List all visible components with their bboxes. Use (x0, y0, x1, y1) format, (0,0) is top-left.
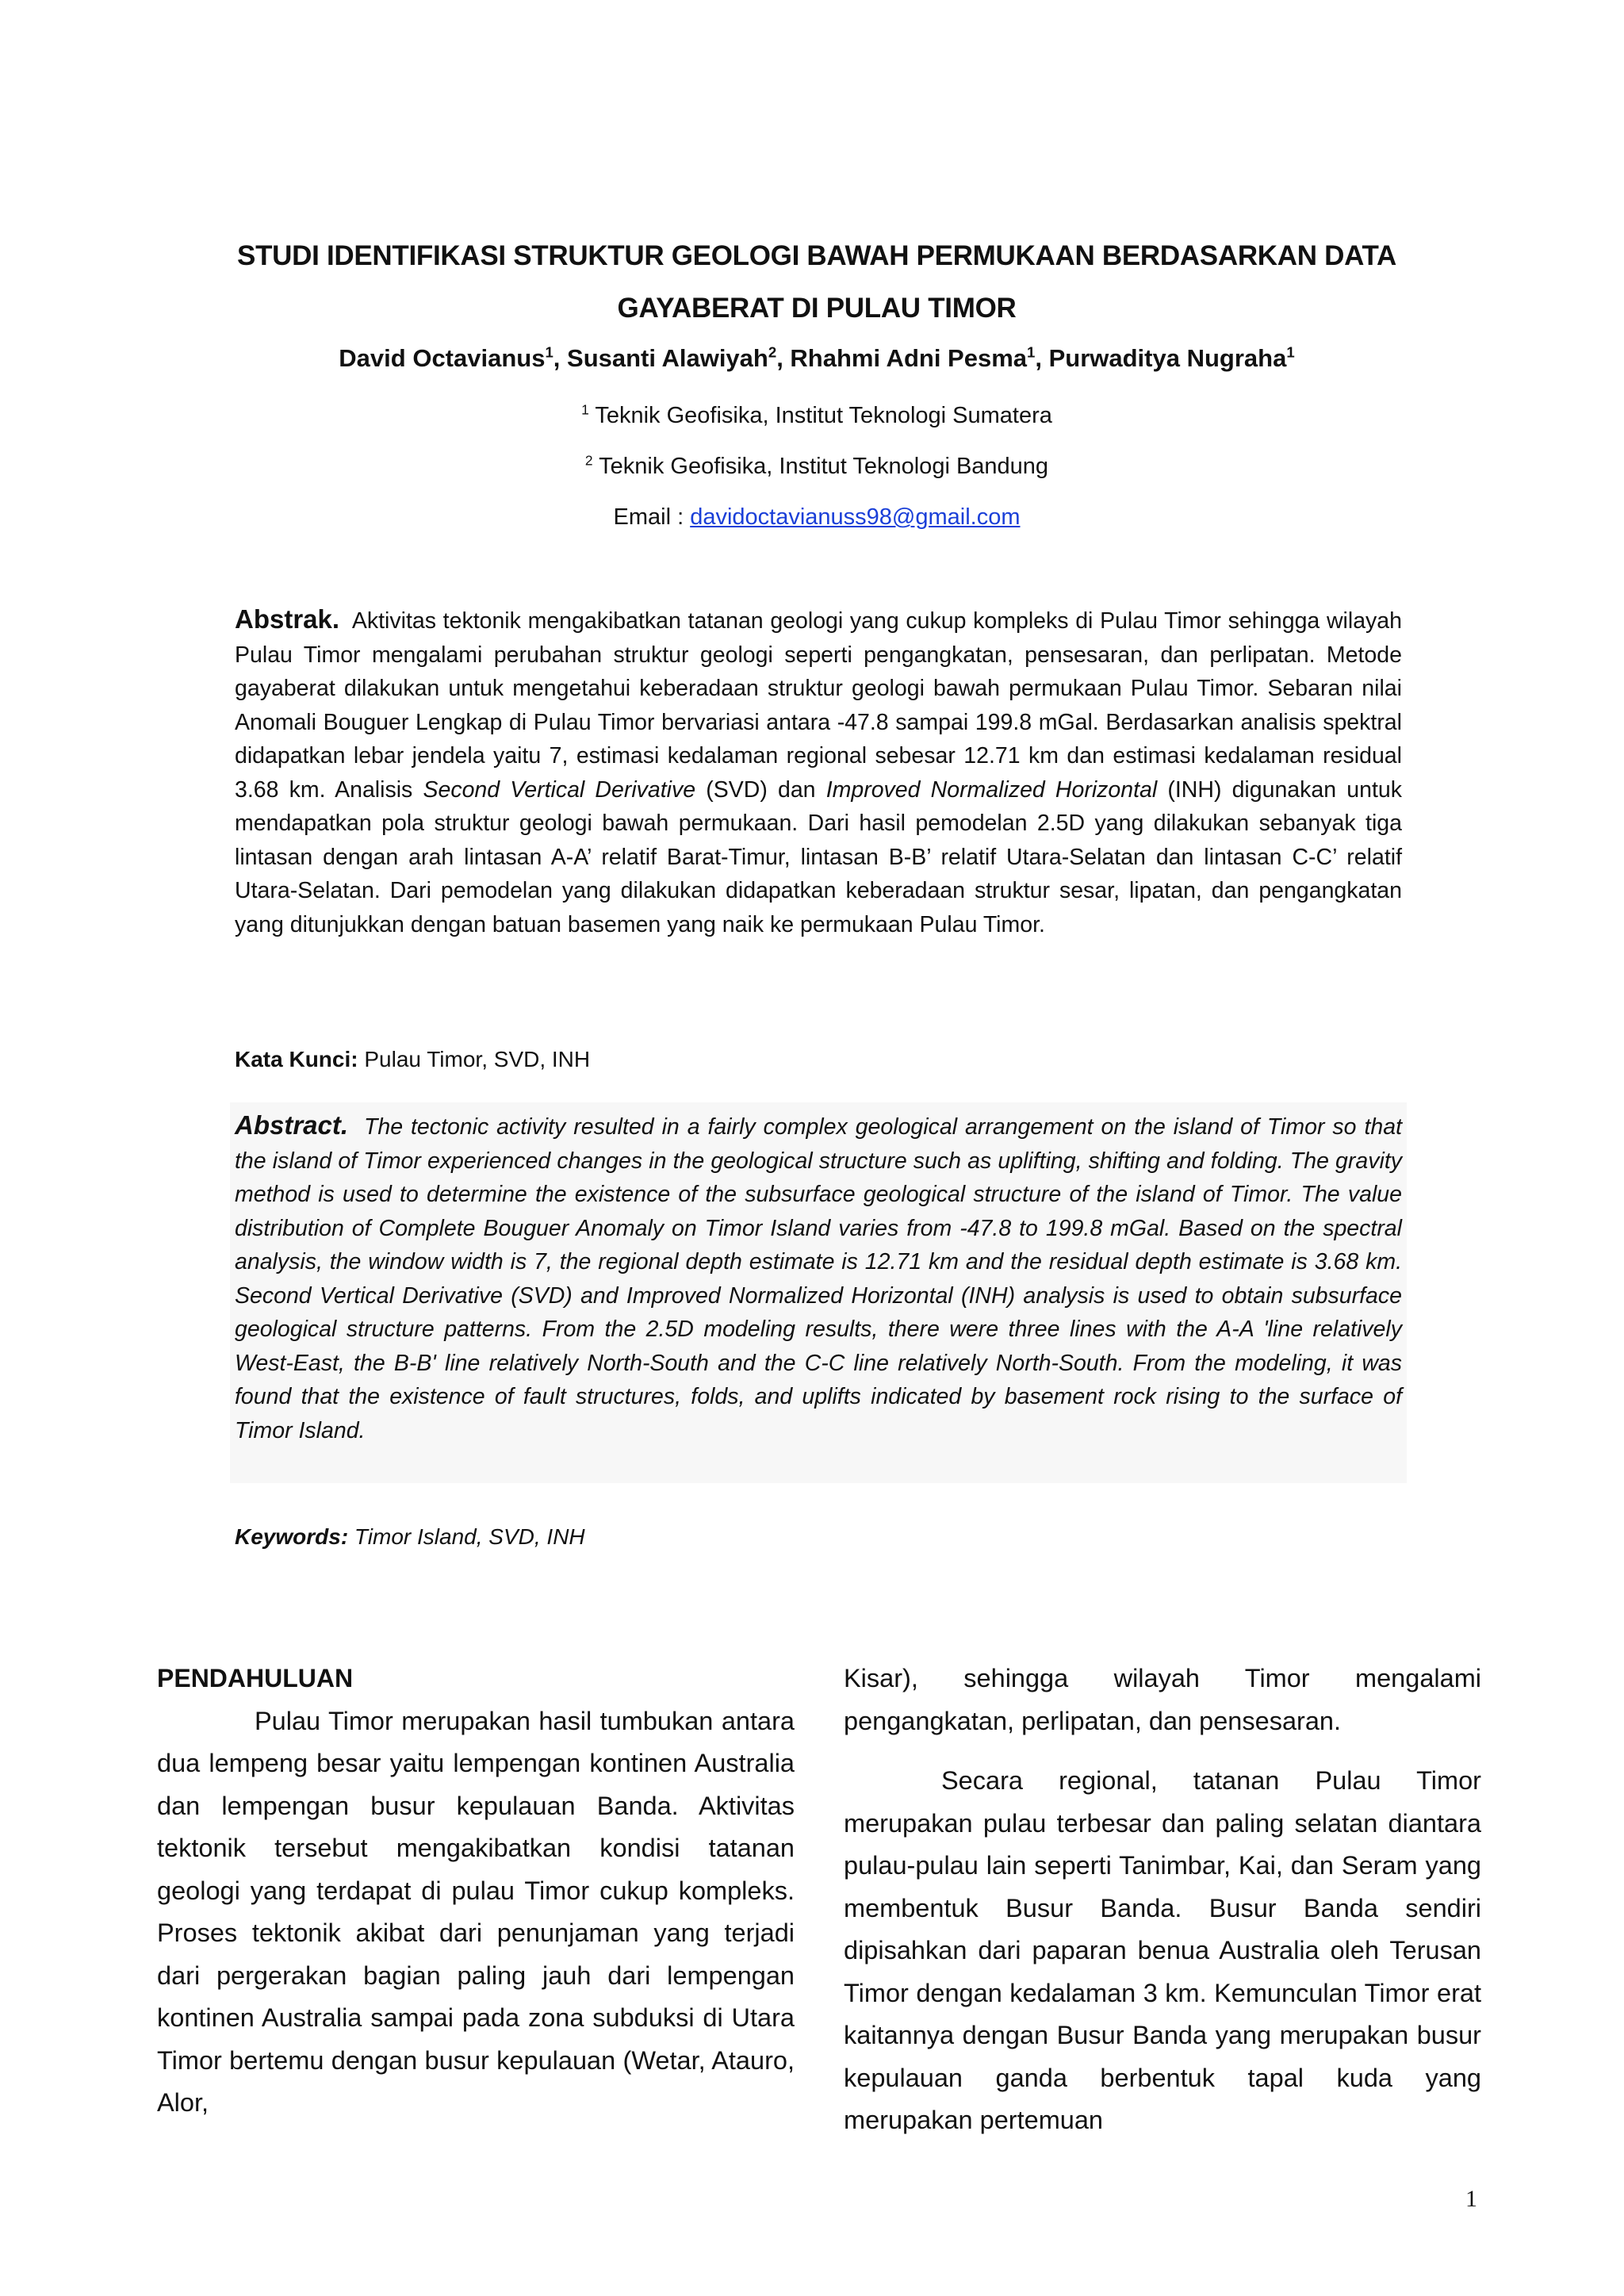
abstract-en-text: The tectonic activity resulted in a fairly complex geological arrangement on the island of Timor so that the island of Timor experienced changes in the geological structure such as uplifting, shifting and folding. The gravity method is used to determine the existence of the subsurface geological structure of the island of Timor. The value distribution of Complete Bouguer Anomaly on Timor Island varies from -47.8 to 199.8 mGal. Based on the spectral analysis, the window width is 7, the regional depth estimate is 12.71 km and the residual depth estimate is 3.68 km. Second Vertical Derivative (SVD) and Improved Normalized Horizontal (INH) analysis is used to obtain subsurface geological structure patterns. From the 2.5D modeling results, there were three lines with the A-A 'line relatively West-East, the B-B' line relatively North-South and the C-C line relatively North-South. From the modeling, it was found that the existence of fault structures, folds, and uplifts indicated by basement rock rising to the surface of Timor Island. (235, 1114, 1402, 1443)
author-list: David Octavianus$^1$, Susanti Alawiyah$^2$, Rhahmi Adni Pesma$^1$, Purwaditya Nugraha$^1$ (339, 343, 1295, 372)
abstract-id-inh-term: Improved Normalized Horizontal (825, 776, 1158, 803)
body-paragraph: Kisar), sehingga wilayah Timor mengalami pengangkatan, perlipatan, dan pensesaran. (844, 1664, 1481, 1735)
author-name: Purwaditya Nugraha (1048, 344, 1287, 372)
abstract-id-text-1: Aktivitas tektonik mengakibatkan tatanan geologi yang cukup kompleks di Pulau Timor sehingga wilayah Pulau Timor mengalami perubahan struktur geologi seperti pengangkatan, pensesaran, dan perlipatan. Metode gayaberat dilakukan untuk mengetahui keberadaan struktur geologi bawah permukaan Pulau Timor. Sebaran nilai Anomali Bouguer Lengkap di Pulau Timor bervariasi antara -47.8 sampai 199.8 mGal. Berdasarkan analisis spektral didapatkan lebar jendela yaitu 7, estimasi kedalaman regional sebesar 12.71 km dan estimasi kedalaman residual 3.68 km. Analisis (235, 608, 1403, 803)
abstract-english (235, 1109, 1402, 1447)
page-number: 1 (1465, 2186, 1477, 2212)
body-paragraph: Pulau Timor merupakan hasil tumbukan antara dua lempeng besar yaitu lempengan kontinen Australia dan lempengan busur kepulauan Banda. Aktivitas tektonik tersebut mengakibatkan kondisi tatanan geologi yang terdapat di pulau Timor cukup kompleks. Proses tektonik akibat dari penunjaman yang terjadi dari pergerakan bagian paling jauh dari lempengan kontinen Australia sampai pada zona subduksi di Utara Timor bertemu dengan busur kepulauan (Wetar, Atauro, Alor, (157, 1706, 795, 2117)
keywords-id-label: Kata Kunci: (235, 1047, 358, 1071)
email-label: Email : (613, 504, 691, 530)
keywords-en-label: Keywords: (235, 1524, 349, 1549)
body-paragraph: Secara regional, tatanan Pulau Timor merupakan pulau terbesar dan paling selatan diantara pulau-pulau lain seperti Tanimbar, Kai, dan Seram yang membentuk Busur Banda. Busur Banda sendiri dipisahkan dari paparan benua Australia oleh Terusan Timor dengan kedalaman 3 km. Kemunculan Timor erat kaitannya dengan Busur Banda yang merupakan busur kepulauan ganda berbentuk tapal kuda yang merupakan pertemuan (844, 1766, 1481, 2134)
affiliation-1 (238, 401, 1396, 430)
body-column-right (844, 1658, 1481, 2142)
affiliation-text: Teknik Geofisika, Institut Teknologi Sumatera (595, 403, 1052, 428)
author-affiliation-mark: 1 (1027, 343, 1036, 361)
email-link[interactable]: davidoctavianuss98@gmail.com (690, 504, 1021, 530)
author-affiliation-mark: 1 (1286, 343, 1295, 361)
keywords-english (235, 1521, 585, 1553)
author-name: Susanti Alawiyah (567, 344, 768, 372)
affiliation-2 (238, 452, 1396, 481)
body-column-left (157, 1658, 795, 2125)
affiliation-number: 2 (584, 452, 593, 469)
keywords-en-text: Timor Island, SVD, INH (348, 1524, 585, 1549)
abstract-indonesian (235, 603, 1402, 941)
author-affiliation-mark: 1 (545, 343, 553, 361)
author-name: David Octavianus (339, 344, 546, 372)
keywords-indonesian (235, 1044, 590, 1075)
keywords-id-text: Pulau Timor, SVD, INH (358, 1047, 591, 1071)
author-affiliation-mark: 2 (768, 343, 777, 361)
section-heading: PENDAHULUAN (157, 1664, 354, 1692)
abstract-id-text-2: (SVD) dan (695, 776, 826, 803)
abstract-en-lead: Abstract. (235, 1110, 349, 1140)
abstract-id-text-3: (INH) digunakan untuk mendapatkan pola struktur geologi bawah permukaan. Dari hasil pemodelan 2.5D yang dilakukan sebanyak tiga lintasan dengan arah lintasan A-A’ relatif Barat-Timur, lintasan B-B’ relatif Utara-Selatan dan lintasan C-C’ relatif Utara-Selatan. Dari pemodelan yang dilakukan didapatkan keberadaan struktur sesar, lipatan, dan pengangkatan yang ditunjukkan dengan batuan basemen yang naik ke permukaan Pulau Timor. (235, 776, 1402, 937)
abstract-id-lead: Abstrak. (235, 604, 340, 634)
email-line (238, 503, 1396, 531)
affiliation-number: 1 (581, 401, 589, 418)
affiliation-text: Teknik Geofisika, Institut Teknologi Bandung (599, 454, 1049, 479)
author-name: Rhahmi Adni Pesma (790, 344, 1028, 372)
abstract-id-svd-term: Second Vertical Derivative (423, 776, 696, 803)
paper-title: STUDI IDENTIFIKASI STRUKTUR GEOLOGI BAWAH PERMUKAAN BERDASARKAN DATA GAYABERAT DI PULAU TIMOR (237, 240, 1396, 324)
